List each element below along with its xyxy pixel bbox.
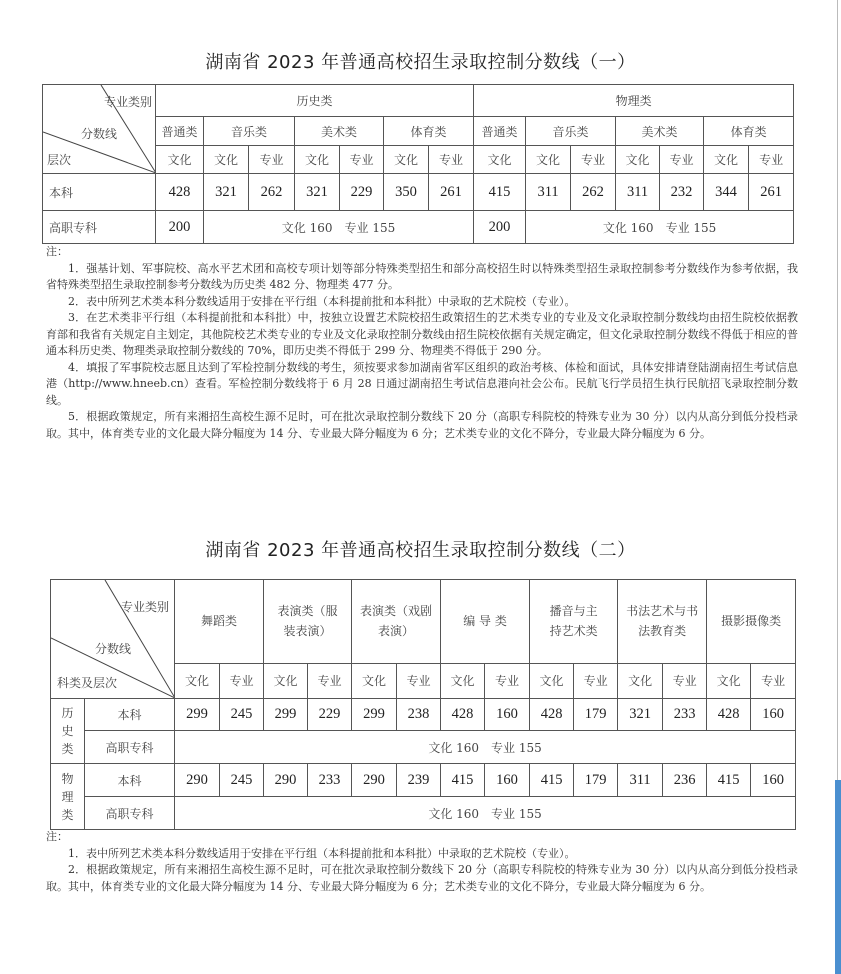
- category-header: 美术类: [295, 117, 384, 145]
- table-row: [43, 174, 794, 211]
- subheader-cell: 文化: [707, 663, 751, 698]
- score-cell: 428: [156, 174, 204, 211]
- score-table-1: [42, 84, 794, 244]
- category-header: 音乐类: [204, 117, 295, 145]
- score-cell: 428: [441, 699, 485, 731]
- score-cell: 239: [397, 764, 441, 797]
- table1-notes: [46, 244, 798, 442]
- merged-score-cell: 文化 160 专业 155: [204, 211, 474, 244]
- score-cell: 160: [751, 699, 796, 731]
- score-cell: 311: [526, 174, 571, 211]
- category-header: 播音与主持艺术类: [530, 580, 618, 664]
- subheader-cell: 专业: [249, 145, 295, 173]
- subheader-cell: 专业: [308, 663, 352, 698]
- note-item: 2．表中所列艺术类本科分数线适用于安排在平行组（本科提前批和本科批）中录取的艺术院校（专业）。: [68, 294, 576, 308]
- subheader-cell: 专业: [429, 145, 474, 173]
- score-cell: 262: [249, 174, 295, 211]
- subheader-cell: 文化: [618, 663, 663, 698]
- subheader-cell: 专业: [485, 663, 530, 698]
- table-row: [43, 211, 794, 244]
- subheader-cell: 文化: [204, 145, 249, 173]
- table1-corner-header: [43, 85, 156, 174]
- subheader-cell: 文化: [530, 663, 574, 698]
- subject-label-physics: 物理类: [51, 764, 85, 830]
- score-cell: 261: [749, 174, 794, 211]
- score-cell: 311: [616, 174, 660, 211]
- score-cell: 299: [352, 699, 397, 731]
- score-cell: 321: [204, 174, 249, 211]
- category-header: 编 导 类: [441, 580, 530, 664]
- subheader-cell: 文化: [384, 145, 429, 173]
- table2-corner-header: [51, 580, 175, 699]
- corner-label-score: 分数线: [81, 127, 118, 141]
- score-cell: 415: [530, 764, 574, 797]
- table-row: [51, 797, 796, 830]
- corner-label-level: 层次: [47, 153, 72, 167]
- subheader-cell: 文化: [352, 663, 397, 698]
- score-cell: 200: [474, 211, 526, 244]
- table2-notes: [46, 829, 798, 895]
- score-cell: 415: [441, 764, 485, 797]
- subheader-cell: 文化: [295, 145, 340, 173]
- score-cell: 299: [264, 699, 308, 731]
- category-header: 书法艺术与书法教育类: [618, 580, 707, 664]
- subheader-cell: 专业: [663, 663, 707, 698]
- corner-label-score: 分数线: [95, 642, 132, 656]
- category-header: 摄影摄像类: [707, 580, 796, 664]
- corner-label-level: 科类及层次: [57, 676, 118, 690]
- category-header: 表演类（服装表演）: [264, 580, 352, 664]
- category-header: 普通类: [156, 117, 204, 145]
- subheader-cell: 专业: [751, 663, 796, 698]
- score-cell: 160: [485, 764, 530, 797]
- merged-score-cell: 文化 160 专业 155: [526, 211, 794, 244]
- score-table-2: [50, 579, 796, 830]
- category-header: 表演类（戏剧表演）: [352, 580, 441, 664]
- corner-label-category: 专业类别: [103, 95, 152, 109]
- row-label: 高职专科: [43, 211, 156, 244]
- subheader-cell: 文化: [616, 145, 660, 173]
- score-cell: 321: [618, 699, 663, 731]
- notes-label: 注：: [46, 245, 68, 258]
- score-cell: 290: [264, 764, 308, 797]
- score-cell: 200: [156, 211, 204, 244]
- score-cell: 428: [707, 699, 751, 731]
- category-header: 体育类: [704, 117, 794, 145]
- score-cell: 179: [574, 764, 618, 797]
- subheader-cell: 文化: [156, 145, 204, 173]
- note-item: 1．表中所列艺术类本科分数线适用于安排在平行组（本科提前批和本科批）中录取的艺术院校（专业）。: [68, 846, 576, 860]
- score-cell: 232: [660, 174, 704, 211]
- score-cell: 160: [485, 699, 530, 731]
- subheader-cell: 专业: [220, 663, 264, 698]
- category-header: 普通类: [474, 117, 526, 145]
- subheader-cell: 专业: [660, 145, 704, 173]
- row-label: 高职专科: [85, 731, 175, 764]
- score-cell: 238: [397, 699, 441, 731]
- subheader-cell: 文化: [474, 145, 526, 173]
- score-cell: 350: [384, 174, 429, 211]
- score-cell: 229: [308, 699, 352, 731]
- subheader-cell: 文化: [704, 145, 749, 173]
- note-item: 5．根据政策规定，所有来湘招生高校生源不足时，可在批次录取控制分数线下 20 分（高职专科院校的特殊专业为 30 分）以内从高分到低分投档录取。其中，体育类专业的文化最大降分幅度为 14 分、专业最大降分幅度为 6 分；艺术类专业的文化不降分，专业最大降分幅度为 6 分。: [46, 410, 798, 440]
- merged-score-cell: 文化 160 专业 155: [175, 797, 796, 830]
- group-header-physics: 物理类: [474, 85, 794, 117]
- note-item: 4．填报了军事院校志愿且达到了军检控制分数线的考生，须按要求参加湖南省军区组织的政治考核、体检和面试，具体安排请登陆湖南招生考试信息港（http://www.hneeb.cn）查看。军检控制分数线将于 6 月 28 日通过湖南招生考试信息港向社会公布。民航飞行学员招生执行民航招飞录取控制分数线。: [46, 360, 798, 407]
- row-label: 高职专科: [85, 797, 175, 830]
- row-label: 本科: [85, 764, 175, 797]
- score-cell: 311: [618, 764, 663, 797]
- score-cell: 245: [220, 764, 264, 797]
- category-header: 美术类: [616, 117, 704, 145]
- score-cell: 233: [308, 764, 352, 797]
- subject-label-history: 历史类: [51, 699, 85, 764]
- score-cell: 179: [574, 699, 618, 731]
- table1-title: 湖南省 2023 年普通高校招生录取控制分数线（一）: [205, 52, 636, 73]
- subheader-cell: 文化: [526, 145, 571, 173]
- score-cell: 290: [175, 764, 220, 797]
- subheader-cell: 专业: [749, 145, 794, 173]
- score-cell: 262: [571, 174, 616, 211]
- note-item: 2．根据政策规定，所有来湘招生高校生源不足时，可在批次录取控制分数线下 20 分（高职专科院校的特殊专业为 30 分）以内从高分到低分投档录取。其中，体育类专业的文化最大降分幅度为 14 分、专业最大降分幅度为 6 分；艺术类专业的文化不降分，专业最大降分幅度为 6 分。: [46, 863, 798, 893]
- category-header: 体育类: [384, 117, 474, 145]
- subheader-cell: 文化: [264, 663, 308, 698]
- score-cell: 245: [220, 699, 264, 731]
- subheader-cell: 文化: [175, 663, 220, 698]
- table-row: [51, 731, 796, 764]
- note-item: 1．强基计划、军事院校、高水平艺术团和高校专项计划等部分特殊类型招生和部分高校招生时以特殊类型招生录取控制参考分数线作为参考依据，我省特殊类型招生录取控制参考分数线为历史类 482 分、物理类 477 分。: [46, 261, 798, 291]
- subheader-cell: 专业: [571, 145, 616, 173]
- row-label: 本科: [85, 699, 175, 731]
- merged-score-cell: 文化 160 专业 155: [175, 731, 796, 764]
- score-cell: 299: [175, 699, 220, 731]
- score-cell: 261: [429, 174, 474, 211]
- note-item: 3．在艺术类非平行组（本科提前批和本科批）中，按独立设置艺术院校招生政策招生的艺术类专业的专业及文化录取控制分数线均由招生院校依据教育部和我省有关规定自主划定，其他院校艺术类专业的专业及文化录取控制分数线由招生院校依据有关规定确定，但文化录取控制分数线不得低于相应的普通本科历史类、物理类录取控制分数线的 70%，即历史类不得低于 299 分、物理类不得低于 290 分。: [46, 311, 798, 357]
- category-header: 音乐类: [526, 117, 616, 145]
- subheader-cell: 专业: [340, 145, 384, 173]
- score-cell: 229: [340, 174, 384, 211]
- category-header: 舞蹈类: [175, 580, 264, 664]
- score-cell: 428: [530, 699, 574, 731]
- score-cell: 160: [751, 764, 796, 797]
- table-row: [51, 699, 796, 731]
- score-cell: 233: [663, 699, 707, 731]
- score-cell: 321: [295, 174, 340, 211]
- score-cell: 415: [474, 174, 526, 211]
- score-cell: 344: [704, 174, 749, 211]
- subheader-cell: 专业: [574, 663, 618, 698]
- group-header-history: 历史类: [156, 85, 474, 117]
- table-row: [51, 764, 796, 797]
- subheader-cell: 专业: [397, 663, 441, 698]
- corner-label-category: 专业类别: [120, 600, 169, 614]
- score-cell: 236: [663, 764, 707, 797]
- notes-label: 注：: [46, 830, 68, 843]
- score-cell: 415: [707, 764, 751, 797]
- subheader-cell: 文化: [441, 663, 485, 698]
- scrollbar-thumb[interactable]: [835, 780, 841, 974]
- row-label: 本科: [43, 174, 156, 211]
- score-cell: 290: [352, 764, 397, 797]
- table2-title: 湖南省 2023 年普通高校招生录取控制分数线（二）: [205, 540, 636, 561]
